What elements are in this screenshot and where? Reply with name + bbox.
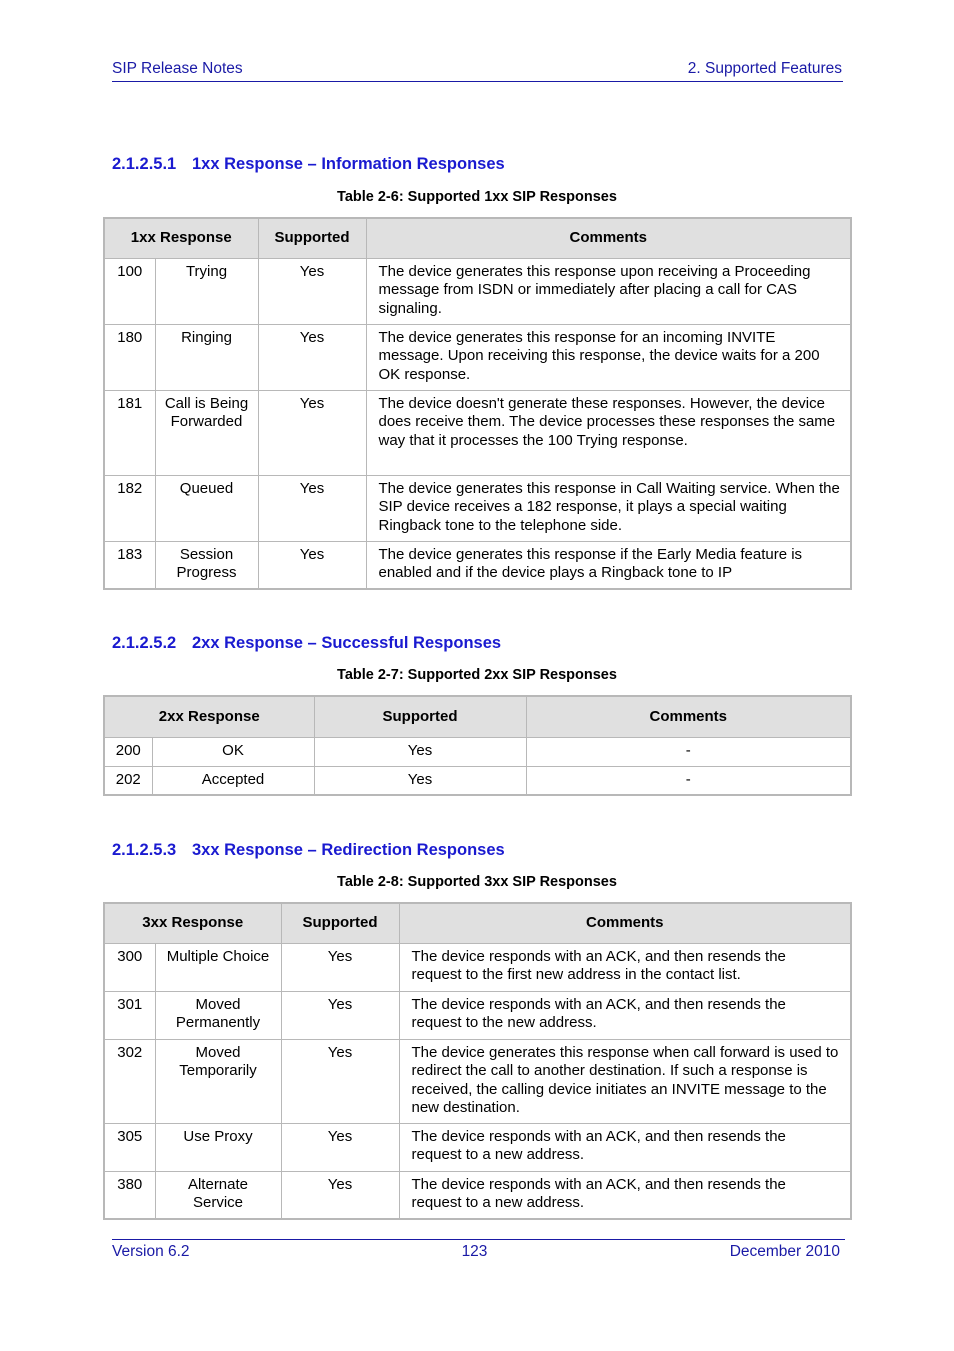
response-comment: - [526, 766, 851, 795]
page-footer [112, 1239, 845, 1260]
response-name: Call is Being Forwarded [155, 390, 258, 475]
table-row [104, 258, 851, 324]
supported-value: Yes [314, 737, 526, 766]
page-header [112, 60, 843, 82]
response-code: 200 [104, 737, 152, 766]
table-3xx-responses [103, 902, 852, 1220]
supported-value: Yes [314, 766, 526, 795]
table-row [104, 541, 851, 589]
table-header-row [104, 218, 851, 258]
response-name: Queued [155, 475, 258, 541]
supported-value: Yes [281, 1171, 399, 1219]
response-comment: The device generates this response in Call Waiting service. When the SIP device receives a 182 response, it plays a special waiting Ringback tone to the telephone side. [366, 475, 851, 541]
table-row [104, 1171, 851, 1219]
response-name: OK [152, 737, 314, 766]
table-row [104, 737, 851, 766]
section-number: 2.1.2.5.1 [112, 155, 177, 173]
response-code: 180 [104, 324, 155, 390]
response-name: Trying [155, 258, 258, 324]
column-header-supported: Supported [281, 903, 399, 943]
page-number: 123 [461, 1243, 488, 1260]
response-code: 183 [104, 541, 155, 589]
section-title: 1xx Response – Information Responses [192, 155, 505, 173]
supported-value: Yes [258, 475, 366, 541]
table-header-row [104, 696, 851, 737]
column-header-comments: Comments [366, 218, 851, 258]
column-header-comments: Comments [526, 696, 851, 737]
table-row [104, 475, 851, 541]
response-comment: The device responds with an ACK, and then resends the request to the first new address in the contact list. [399, 943, 851, 991]
section-title: 3xx Response – Redirection Responses [192, 841, 505, 859]
table-1xx-responses [103, 217, 852, 590]
section-number: 2.1.2.5.2 [112, 634, 177, 652]
table-header-row [104, 903, 851, 943]
table-2xx-responses [103, 695, 852, 796]
supported-value: Yes [258, 390, 366, 475]
supported-value: Yes [258, 324, 366, 390]
document-title: SIP Release Notes [112, 60, 243, 77]
response-code: 300 [104, 943, 155, 991]
response-code: 202 [104, 766, 152, 795]
date-label: December 2010 [729, 1243, 840, 1260]
response-comment: The device generates this response for an incoming INVITE message. Upon receiving this response, the device waits for a 200 OK response. [366, 324, 851, 390]
table-caption-1xx: Table 2-6: Supported 1xx SIP Responses [337, 189, 617, 205]
supported-value: Yes [258, 258, 366, 324]
section-title: 2xx Response – Successful Responses [192, 634, 502, 652]
column-header-comments: Comments [399, 903, 851, 943]
column-header-supported: Supported [258, 218, 366, 258]
response-comment: The device responds with an ACK, and then resends the request to a new address. [399, 1171, 851, 1219]
column-header-response: 1xx Response [104, 218, 258, 258]
response-comment: The device generates this response if the Early Media feature is enabled and if the device plays a Ringback tone to IP [366, 541, 851, 589]
response-name: Moved Permanently [155, 991, 281, 1039]
response-code: 302 [104, 1039, 155, 1123]
section-heading-1xx [112, 155, 505, 174]
response-code: 100 [104, 258, 155, 324]
response-name: Ringing [155, 324, 258, 390]
version-label: Version 6.2 [112, 1243, 190, 1260]
response-comment: The device generates this response when call forward is used to redirect the call to another destination. If such a response is received, the calling device initiates an INVITE message to the new destination. [399, 1039, 851, 1123]
supported-value: Yes [258, 541, 366, 589]
chapter-title: 2. Supported Features [687, 60, 842, 77]
section-heading-2xx [112, 634, 501, 653]
response-code: 380 [104, 1171, 155, 1219]
supported-value: Yes [281, 943, 399, 991]
table-row [104, 1039, 851, 1123]
table-caption-2xx: Table 2-7: Supported 2xx SIP Responses [337, 667, 617, 683]
response-code: 182 [104, 475, 155, 541]
response-comment: The device responds with an ACK, and then resends the request to the new address. [399, 991, 851, 1039]
response-name: Use Proxy [155, 1123, 281, 1171]
supported-value: Yes [281, 991, 399, 1039]
response-name: Alternate Service [155, 1171, 281, 1219]
response-code: 305 [104, 1123, 155, 1171]
table-row [104, 1123, 851, 1171]
section-heading-3xx [112, 841, 505, 860]
response-comment: - [526, 737, 851, 766]
response-name: Multiple Choice [155, 943, 281, 991]
response-code: 181 [104, 390, 155, 475]
response-name: Session Progress [155, 541, 258, 589]
response-code: 301 [104, 991, 155, 1039]
response-comment: The device generates this response upon receiving a Proceeding message from ISDN or immediately after placing a call for CAS signaling. [366, 258, 851, 324]
table-row [104, 766, 851, 795]
column-header-supported: Supported [314, 696, 526, 737]
response-name: Accepted [152, 766, 314, 795]
response-comment: The device responds with an ACK, and then resends the request to a new address. [399, 1123, 851, 1171]
response-name: Moved Temporarily [155, 1039, 281, 1123]
supported-value: Yes [281, 1039, 399, 1123]
table-row [104, 943, 851, 991]
table-row [104, 324, 851, 390]
table-row [104, 991, 851, 1039]
section-number: 2.1.2.5.3 [112, 841, 177, 859]
response-comment: The device doesn't generate these responses. However, the device does receive them. The device processes these responses the same way that it processes the 100 Trying response. [366, 390, 851, 475]
column-header-response: 3xx Response [104, 903, 281, 943]
column-header-response: 2xx Response [104, 696, 314, 737]
table-caption-3xx: Table 2-8: Supported 3xx SIP Responses [337, 874, 617, 890]
supported-value: Yes [281, 1123, 399, 1171]
table-row [104, 390, 851, 475]
